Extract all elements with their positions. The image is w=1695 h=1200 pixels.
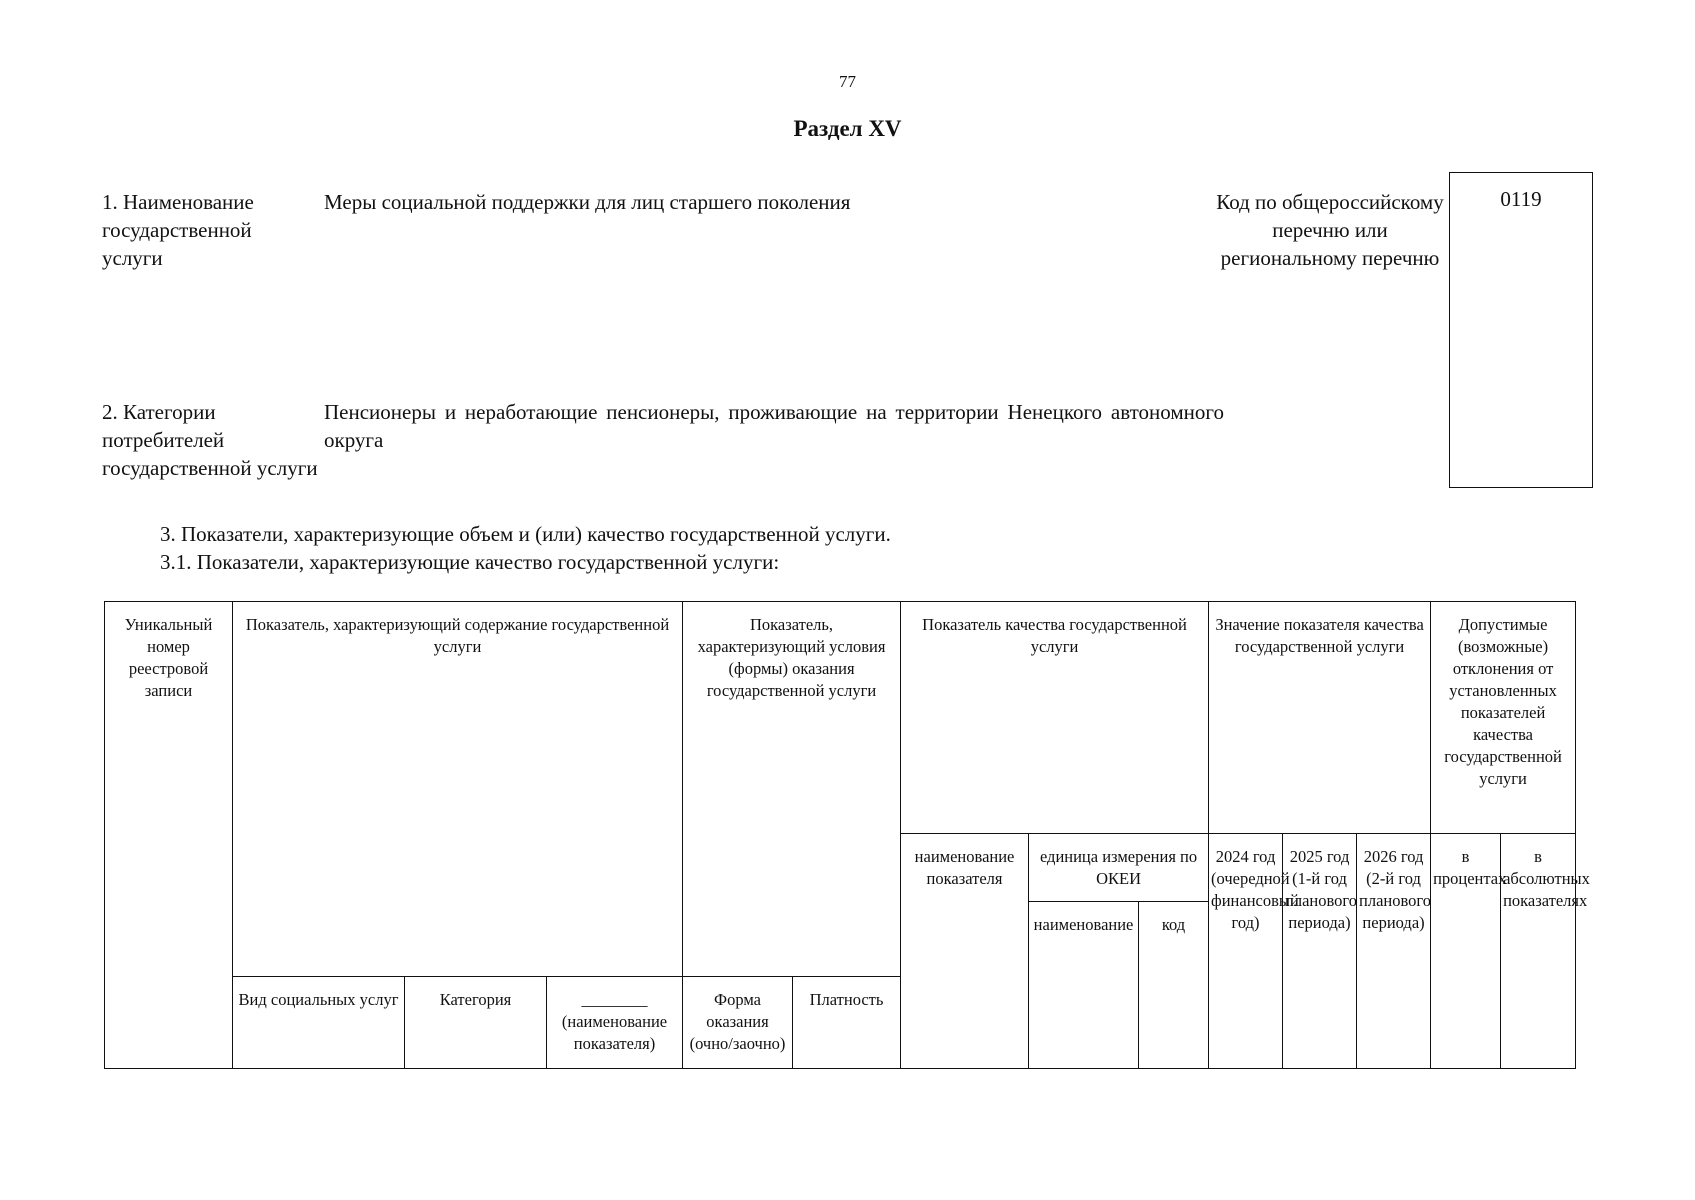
- header-okei-code: код: [1139, 902, 1209, 1069]
- header-year-2026: 2026 год (2-й год планового периода): [1357, 834, 1431, 1069]
- header-okei-unit: единица измерения по ОКЕИ: [1029, 834, 1209, 902]
- header-year-2025: 2025 год (1-й год планового периода): [1283, 834, 1357, 1069]
- consumers-label: 2. Категории потребителей государственной услуги: [102, 400, 318, 480]
- header-conditions-indicator: Показатель, характеризующий условия (формы) оказания государственной услуги: [683, 602, 901, 977]
- registry-code-label: Код по общероссийскому перечню или региональному перечню: [1216, 190, 1444, 270]
- registry-code-box: [1449, 172, 1593, 488]
- quality-indicators-table: [104, 601, 1590, 1069]
- header-allowed-deviation: Допустимые (возможные) отклонения от установленных показателей качества государственной услуги: [1431, 602, 1576, 834]
- header-content-indicator: Показатель, характеризующий содержание государственной услуги: [233, 602, 683, 977]
- section-title: Раздел XV: [793, 116, 902, 141]
- header-okei-name: наименование: [1029, 902, 1139, 1069]
- header-social-services-type: Вид социальных услуг: [233, 977, 405, 1069]
- header-unique-number: Уникальный номер реестровой записи: [105, 602, 233, 1069]
- header-payment: Платность: [793, 977, 901, 1069]
- header-service-form: Форма оказания (очно/заочно): [683, 977, 793, 1069]
- service-name-label: 1. Наименование государственной услуги: [102, 190, 254, 270]
- header-in-absolute: в абсолютных показателях: [1501, 834, 1576, 1069]
- header-indicator-name: наименование показателя: [901, 834, 1029, 1069]
- blank-indicator-line: ________: [581, 990, 648, 1009]
- page-number: 77: [839, 72, 856, 91]
- header-category: Категория: [405, 977, 547, 1069]
- registry-code-value: 0119: [1500, 187, 1542, 211]
- intro-line-3: 3. Показатели, характеризующие объем и (или) качество государственной услуги.: [160, 522, 891, 546]
- header-blank-indicator: [547, 977, 683, 1069]
- header-in-percent: в процентах: [1431, 834, 1501, 1069]
- header-quality-indicator: Показатель качества государственной услуги: [901, 602, 1209, 834]
- header-quality-value: Значение показателя качества государственной услуги: [1209, 602, 1431, 834]
- intro-line-3-1: 3.1. Показатели, характеризующие качество государственной услуги:: [160, 550, 780, 574]
- header-year-2024: 2024 год (очередной финансовый год): [1209, 834, 1283, 1069]
- blank-indicator-name: (наименование показателя): [561, 1012, 668, 1053]
- consumers-value: Пенсионеры и неработающие пенсионеры, проживающие на территории Ненецкого автономного округа: [324, 400, 1224, 452]
- service-name-value: Меры социальной поддержки для лиц старшего поколения: [324, 190, 851, 214]
